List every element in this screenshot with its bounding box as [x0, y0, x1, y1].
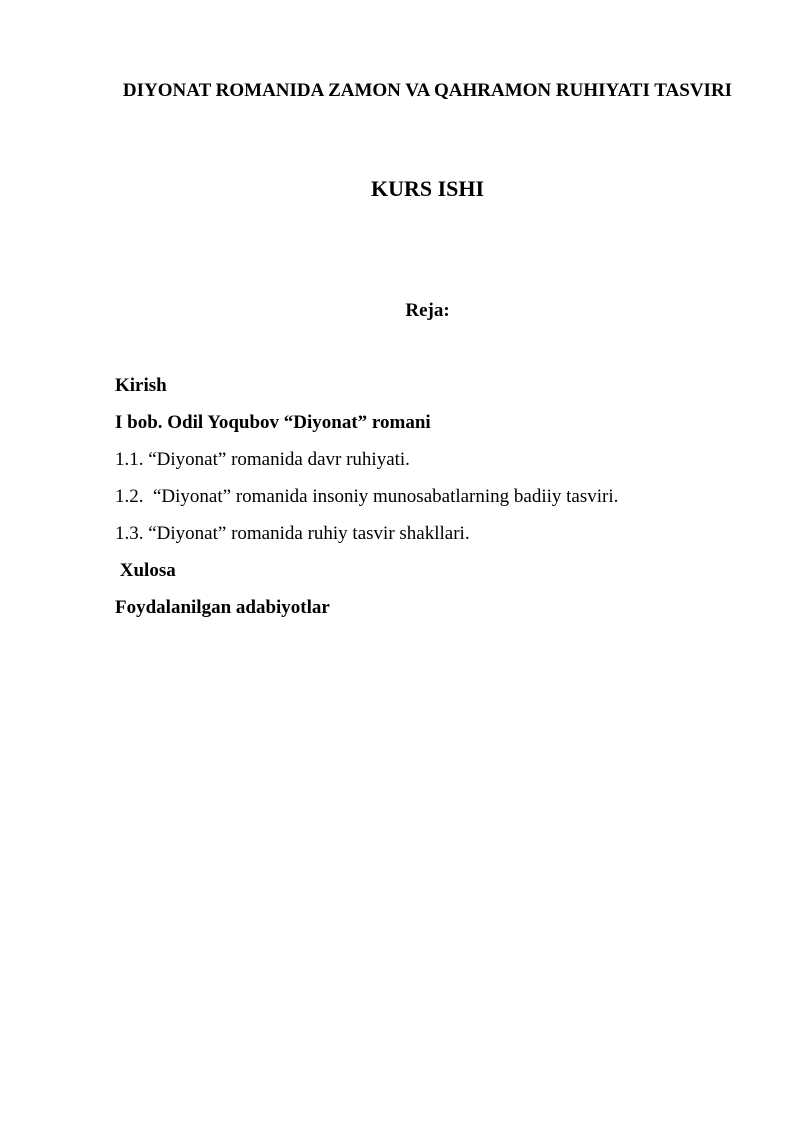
- toc-item-introduction: Kirish: [115, 375, 167, 396]
- toc-item-references: Foydalanilgan adabiyotlar: [115, 597, 330, 618]
- document-subtitle: KURS ISHI: [370, 176, 485, 201]
- document-title: DIYONAT ROMANIDA ZAMON VA QAHRAMON RUHIYATI TASVIRI: [122, 80, 733, 101]
- toc-item-section-1-2: 1.2. “Diyonat” romanida insoniy munosabatlarning badiiy tasviri.: [115, 486, 619, 507]
- plan-heading: Reja:: [405, 300, 450, 321]
- toc-item-chapter-1: I bob. Odil Yoqubov “Diyonat” romani: [115, 412, 431, 433]
- toc-item-section-1-1: 1.1. “Diyonat” romanida davr ruhiyati.: [115, 449, 410, 470]
- toc-item-conclusion: Xulosa: [115, 560, 176, 581]
- table-of-contents: [115, 373, 755, 632]
- toc-item-section-1-3: 1.3. “Diyonat” romanida ruhiy tasvir shakllari.: [115, 523, 470, 544]
